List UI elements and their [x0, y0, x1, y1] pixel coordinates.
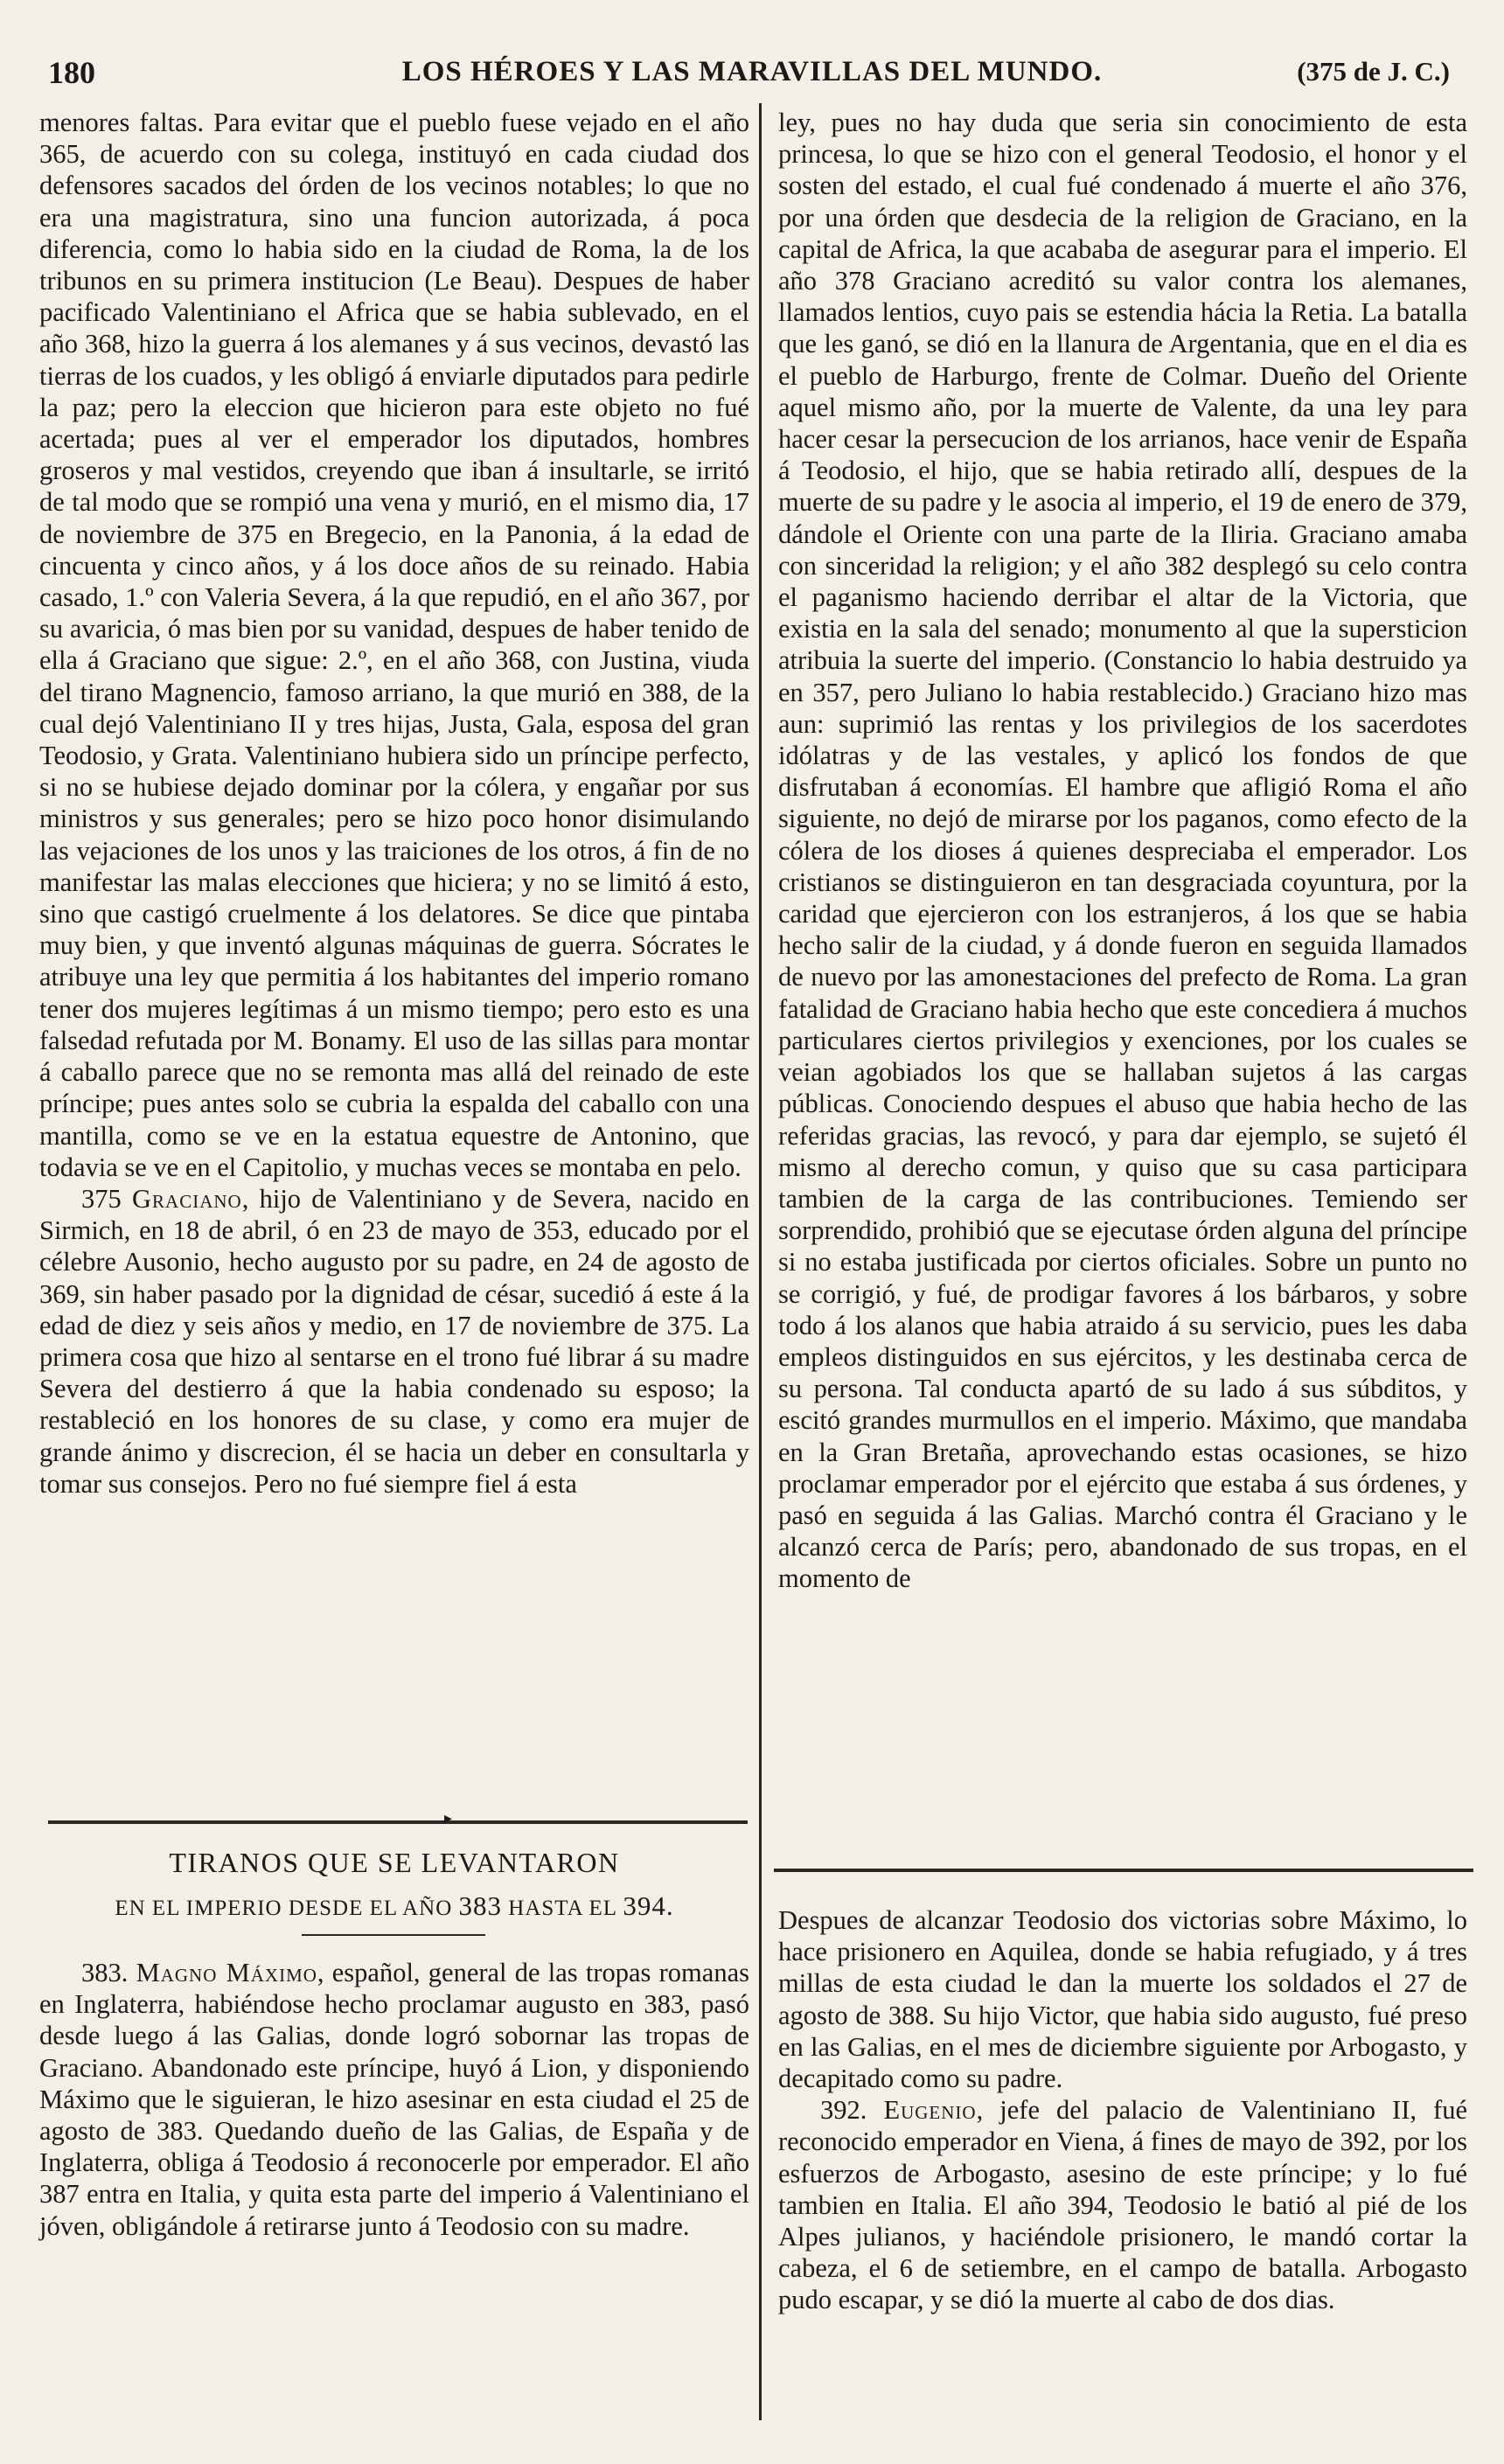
entry-number: 383. — [81, 1958, 129, 1987]
left-column-top — [39, 107, 749, 1500]
section-title: TIRANOS QUE SE LEVANTARON — [169, 1847, 620, 1878]
paragraph-valentiniano: menores faltas. Para evitar que el pueblo fuese vejado en el año 365, de acuerdo con su colega, instituyó en cada ciudad dos defensores sacados del órden de los vecinos notables; lo que no era una magistratura, sino una funcion autorizada, á poca diferencia, como lo habia sido en la ciudad de Roma, la de los tribunos en su primera institucion (Le Beau). Despues de haber pacificado Valentiniano el Africa que se habia sublevado, en el año 368, hizo la guerra á los alemanes y á sus vecinos, devastó las tierras de los cuados, y les obligó á enviarle diputados para pedirle la paz; pero la eleccion que hicieron para este objeto no fué acertada; pues al ver el emperador los diputados, hombres groseros y mal vestidos, creyendo que iban á insultarle, se irritó de tal modo que se rompió una vena y murió, en el mismo dia, 17 de noviembre de 375 en Bregecio, en la Panonia, á la edad de cincuenta y cinco años, y á los doce años de su reinado. Habia casado, 1.º con Valeria Severa, á la que repudió, en el año 367, por su avaricia, ó mas bien por su vanidad, despues de haber tenido de ella á Graciano que sigue: 2.º, en el año 368, con Justina, viuda del tirano Magnencio, famoso arriano, la que murió en 388, de la cual dejó Valentiniano II y tres hijas, Justa, Gala, esposa del gran Teodosio, y Grata. Valentiniano hubiera sido un príncipe perfecto, si no se hubiese dejado dominar por la cólera, y engañar por sus ministros y sus generales; pero se hizo poco honor disimulando las vejaciones de los unos y las traiciones de los otros, á fin de no manifestar las malas elecciones que hiciera; y no se limitó á esto, sino que castigó cruelmente á los delatores. Se dice que pintaba muy bien, y que inventó algunas máquinas de guerra. Sócrates le atribuye una ley que permitia á los habitantes del imperio romano tener dos mujeres legítimas á un mismo tiempo; pero esto es una falsedad refutada por M. Bonamy. El uso de las sillas para montar á caballo parece que no se remonta mas allá del reinado de este príncipe; pues antes solo se cubria la espalda del caballo con una mantilla, como se ve en la estatua equestre de Antonino, que todavia se ve en el Capitolio, y muchas veces se montaba en pelo. — [39, 108, 749, 1182]
section-subtitle: EN EL IMPERIO DESDE EL AÑO 383 HASTA EL 394. — [115, 1890, 674, 1921]
entry-number: 392. — [820, 2095, 867, 2126]
page-header — [0, 54, 1504, 107]
entry-name: Magno Máximo — [136, 1958, 317, 1987]
paragraph-graciano-cont: ley, pues no hay duda que seria sin conocimiento de esta princesa, lo que se hizo con el general Teodosio, el honor y el sosten del estado, el cual fué condenado á muerte el año 376, por una órden que desdecia de la religion de Graciano, en la capital de Africa, la que acababa de asegurar para el imperio. El año 378 Graciano acreditó su valor contra los alemanes, llamados lentios, cuyo pais se estendia hácia la Retia. La batalla que les ganó, se dió en la llanura de Argentania, que en el dia es el pueblo de Harburgo, frente de Colmar. Dueño del Oriente aquel mismo año, por la muerte de Valente, da una ley para hacer cesar la persecucion de los arrianos, hace venir de España á Teodosio, el hijo, que se habia retirado allí, despues de la muerte de su padre y le asocia al imperio, el 19 de enero de 379, dándole el Oriente con una parte de la Iliria. Graciano amaba con sinceridad la religion; y el año 382 desplegó su celo contra el paganismo haciendo derribar el altar de la Victoria, que existia en la sala del senado; monumento al que la supersticion atribuia la suerte del imperio. (Constancio lo habia destruido ya en 357, pero Juliano lo habia restablecido.) Graciano hizo mas aun: suprimió las rentas y los privilegios de los sacerdotes idólatras y de las vestales, y aplicó los fondos de que disfrutaban á economías. El hambre que afligió Roma el año siguiente, no dejó de mirarse por los paganos, como efecto de la cólera de los dioses á quienes despreciaba el emperador. Los cristianos se distinguieron en tan desgraciada coyuntura, por la caridad que ejercieron con los estranjeros, á los que se habia hecho salir de la ciudad, y á donde fueron en seguida llamados de nuevo por las amonestaciones del prefecto de Roma. La gran fatalidad de Graciano habia hecho que este concediera á muchos particulares ciertos privilegios y exenciones, por los cuales se veian agobiados los que se hallaban sujetos á las cargas públicas. Conociendo despues el abuso que habia hecho de las referidas gracias, las revocó, y para dar ejemplo, se sujetó él mismo al derecho comun, y quiso que su casa participara tambien de la carga de las contribuciones. Temiendo ser sorprendido, prohibió que se ejecutase órden alguna del príncipe si no estaba justificada por ciertos oficiales. Sobre un punto no se corrigió, y fué, de prodigar favores á los bárbaros, y sobre todo á los alanos que habia atraido á su servicio, pues les daba empleos distinguidos en sus ejércitos, y les destinaba cerca de su persona. Tal conducta apartó de su lado á sus súbditos, y escitó grandes murmullos en el imperio. Máximo, que mandaba en la Gran Bretaña, aprovechando estas ocasiones, se hizo proclamar emperador por el ejército que estaba á sus órdenes, y pasó en seguida á las Galias. Marchó contra él Graciano y le alcanzó cerca de París; pero, abandonado de sus tropas, en el momento de — [778, 108, 1467, 1594]
section-short-rule — [302, 1934, 485, 1936]
right-column-top — [778, 107, 1467, 1595]
entry-text: , español, general de las tropas romanas en Inglaterra, habiéndose hecho proclamar augusto en 383, pasó desde luego á las Galias, donde logró sobornar las tropas de Graciano. Abandonado este príncipe, huyó á Lion, y disponiendo Máximo que le siguieran, le hizo asesinar en esta ciudad el 25 de agosto de 383. Quedando dueño de las Galias, de España y de Inglaterra, obliga á Teodosio á reconocerle por emperador. El año 387 entra en Italia, y quita esta parte del imperio á Valentiniano el jóven, obligándole á retirarse junto á Teodosio con su madre. — [39, 1958, 749, 2241]
paragraph-maximo-cont: Despues de alcanzar Teodosio dos victorias sobre Máximo, lo hace prisionero en Aquilea, donde se habia refugiado, y á tres millas de esta ciudad le dan la muerte los soldados el 27 de agosto de 388. Su hijo Victor, que habia sido augusto, fué preso en las Galias, en el mes de diciembre siguiente por Arbogasto, y decapitado como su padre. — [778, 1905, 1467, 2094]
running-date: (375 de J. C.) — [1297, 56, 1450, 87]
running-title: LOS HÉROES Y LAS MARAVILLAS DEL MUNDO. — [401, 56, 1103, 87]
section-rule-left — [48, 1820, 748, 1824]
rule-ornament: ▸ — [444, 1809, 453, 1827]
entry-text: , hijo de Valentiniano y de Severa, nacido en Sirmich, en 18 de abril, ó en 23 de mayo de 353, educado por el célebre Ausonio, hecho augusto por su padre, en 24 de agosto de 369, sin haber pasado por la dignidad de césar, sucedió á este á la edad de diez y seis años y medio, en 17 de noviembre de 375. La primera cosa que hizo al sentarse en el trono fué librar á su madre Severa del destierro á que la habia condenado su esposo; la restableció en los honores de su clase, y como era mujer de grande ánimo y discrecion, él se hacia un deber en consultarla y tomar sus consejos. Pero no fué siempre fiel á esta — [39, 1183, 749, 1499]
column-divider — [759, 103, 762, 2420]
entry-text: , jefe del palacio de Valentiniano II, fué reconocido emperador en Viena, á fines de mayo de 392, por los esfuerzos de Arbogasto, asesino de este príncipe; y lo fué tambien en Italia. El año 394, Teodosio le batió al pié de los Alpes julianos, y haciéndole prisionero, le mandó cortar la cabeza, el 6 de setiembre, en el campo de batalla. Arbogasto pudo escapar, y se dió la muerte al cabo de dos dias. — [778, 2095, 1467, 2315]
entry-name: Graciano — [132, 1183, 242, 1214]
right-column-bottom — [778, 1904, 1467, 2316]
paragraph-graciano — [39, 1183, 749, 1500]
paragraph-eugenio — [778, 2094, 1467, 2315]
paragraph-maximo — [39, 1957, 749, 2242]
section-rule-right — [774, 1869, 1473, 1872]
entry-name: Eugenio — [883, 2095, 977, 2126]
page-number: 180 — [48, 55, 95, 90]
entry-number: 375 — [81, 1183, 122, 1214]
left-column-bottom — [39, 1957, 749, 2242]
